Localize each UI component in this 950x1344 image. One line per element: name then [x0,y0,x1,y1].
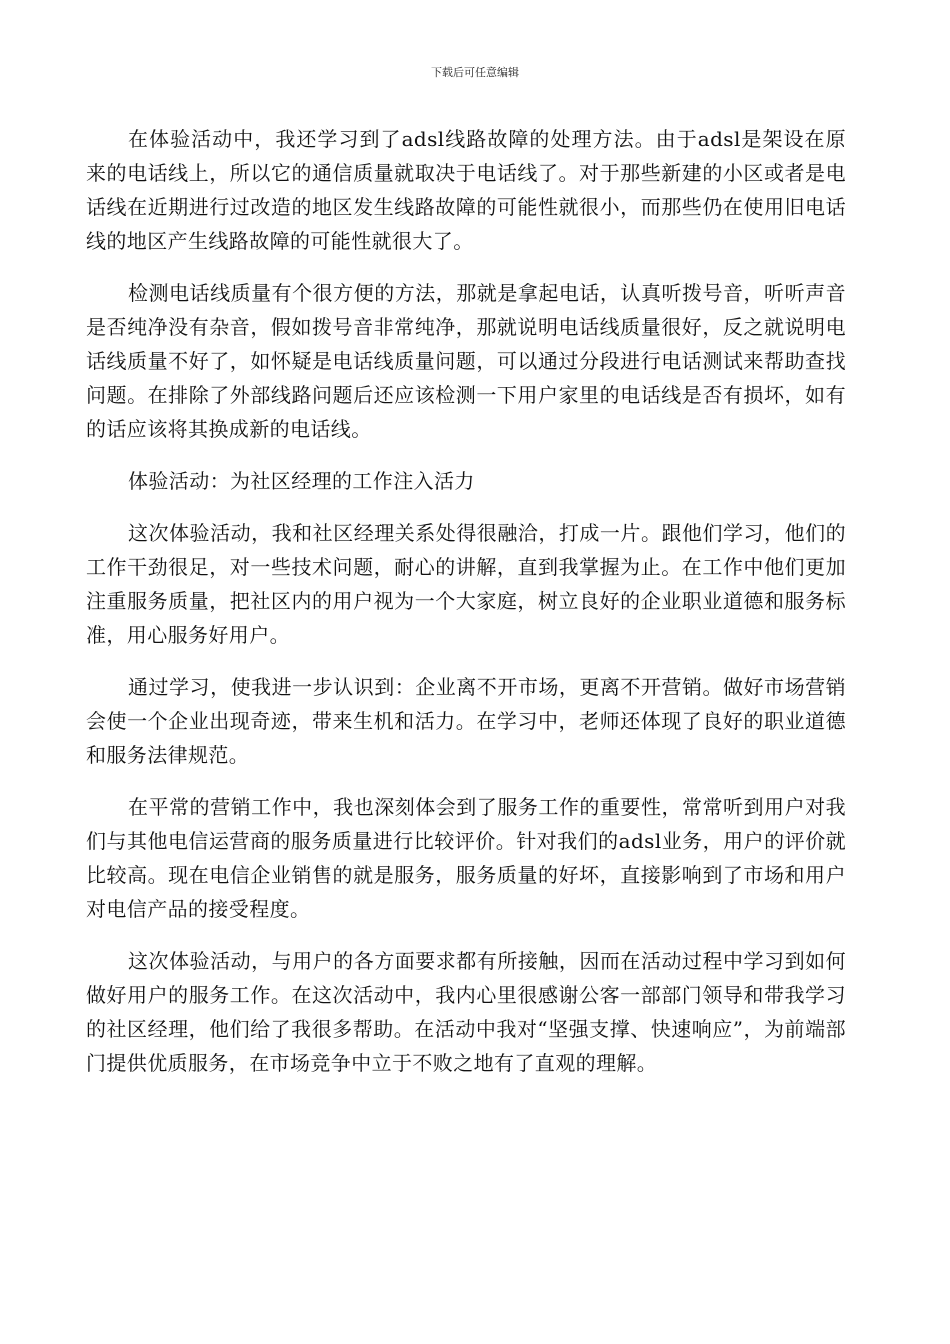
page-header: 下载后可任意编辑 [431,66,519,79]
paragraph-service: 在平常的营销工作中，我也深刻体会到了服务工作的重要性，常常听到用户对我们与其他电信运营商的服务质量进行比较评价。针对我们的adsl业务，用户的评价就比较高。现在电信企业销售的就是服务，服务质量的好坏，直接影响到了市场和用户对电信产品的接受程度。 [86,795,846,921]
paragraph-line-check: 检测电话线质量有个很方便的方法，那就是拿起电话，认真听拨号音，听听声音是否纯净没有杂音，假如拨号音非常纯净，那就说明电话线质量很好，反之就说明电话线质量不好了，如怀疑是电话线质量问题，可以通过分段进行电话测试来帮助查找问题。在排除了外部线路问题后还应该检测一下用户家里的电话线是否有损坏，如有的话应该将其换成新的电话线。 [86,281,846,441]
paragraph-adsl-fault: 在体验活动中，我还学习到了adsl线路故障的处理方法。由于adsl是架设在原来的电话线上，所以它的通信质量就取决于电话线了。对于那些新建的小区或者是电话线在近期进行过改造的地区发生线路故障的可能性就很小，而那些仍在使用旧电话线的地区产生线路故障的可能性就很大了。 [86,127,846,253]
paragraph-conclusion: 这次体验活动，与用户的各方面要求都有所接触，因而在活动过程中学习到如何做好用户的服务工作。在这次活动中，我内心里很感谢公客一部部门领导和带我学习的社区经理，他们给了我很多帮助。在活动中我对“坚强支撑、快速响应”，为前端部门提供优质服务，在市场竞争中立于不败之地有了直观的理解。 [86,949,846,1075]
document-body [86,122,846,1098]
section-heading: 体验活动：为社区经理的工作注入活力 [128,469,475,493]
paragraph-community-manager: 这次体验活动，我和社区经理关系处得很融洽，打成一片。跟他们学习，他们的工作干劲很足，对一些技术问题，耐心的讲解，直到我掌握为止。在工作中他们更加注重服务质量，把社区内的用户视为一个大家庭，树立良好的企业职业道德和服务标准，用心服务好用户。 [86,521,846,647]
paragraph-marketing: 通过学习，使我进一步认识到：企业离不开市场，更离不开营销。做好市场营销会使一个企业出现奇迹，带来生机和活力。在学习中，老师还体现了良好的职业道德和服务法律规范。 [86,675,846,767]
